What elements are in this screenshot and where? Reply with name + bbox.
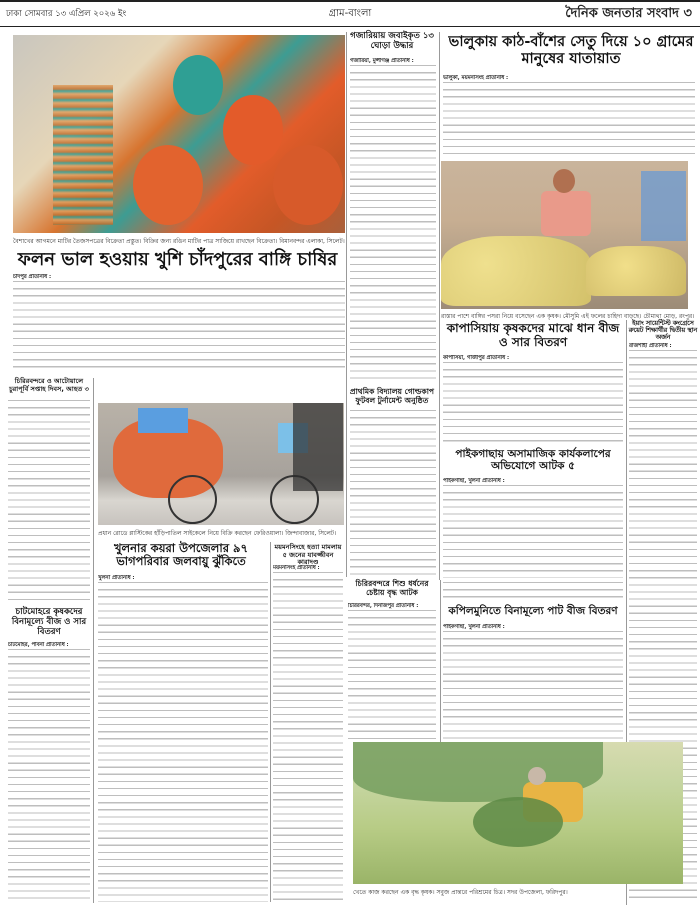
column-divider xyxy=(440,580,441,742)
main-dateline: চাঁদপুর প্রতিনিধি : xyxy=(13,274,52,280)
bicycle-photo xyxy=(98,403,344,525)
horse-headline: গজারিয়ায় জবাইকৃত ১৩ ঘোড়া উদ্ধার xyxy=(350,31,434,51)
child-dateline: চিরিরবন্দর, দিনাজপুর প্রতিনিধি : xyxy=(348,603,419,609)
child-headline: চিরিরবন্দরে শিশু ধর্ষনের চেষ্টায় বৃদ্ধ আটক xyxy=(355,579,429,597)
masthead xyxy=(565,4,692,25)
kapilmuni-dateline: পাইকগাছা, খুলনা প্রতিনিধি : xyxy=(443,624,505,630)
section-title: গ্রাম-বাংলা xyxy=(328,8,372,19)
kapilmuni-headline: কপিলমুনিতে বিনামূল্যে পাট বীজ বিতরণ xyxy=(448,605,618,617)
intro-column-text xyxy=(443,582,623,602)
main-article xyxy=(13,274,345,374)
bridge-article xyxy=(443,75,695,159)
kapasia-article xyxy=(443,355,623,445)
column-divider xyxy=(439,32,440,580)
melon-caption: রাস্তার পাশে বাঙ্গির পসরা নিয়ে বসেছেন এক কৃষক। মৌসুমি এই ফলের চাহিদা বাড়ছে। চৌমাথা মোড়, রংপুর। xyxy=(441,313,695,320)
paikgacha-dateline: পাইকগাছা, খুলনা প্রতিনিধি : xyxy=(443,478,505,484)
dateline: ঢাকা সোমবার ১৩ এপ্রিল ২০২৬ ইং xyxy=(6,9,127,19)
field-photo xyxy=(353,742,683,884)
masthead-title: দৈনিক জনতার সংবাদ xyxy=(565,6,680,21)
child-article xyxy=(348,603,436,743)
kapilmuni-article xyxy=(443,624,623,742)
chatmohar-dateline: চাটমোহর, পাবনা প্রতিনিধি : xyxy=(8,642,69,648)
page-header xyxy=(0,0,700,27)
khulna-dateline: খুলনা প্রতিনিধি : xyxy=(98,575,135,581)
paikgacha-headline: পাইকগাছায় অসামাজিক কার্যকলাপের অভিযোগে আটক ৫ xyxy=(455,448,611,473)
chirirbandar-article xyxy=(8,400,90,605)
kapasia-dateline: কাপাসিয়া, গাজীপুর প্রতিনিধি : xyxy=(443,355,510,361)
chatmohar-headline: চাটমোহরে কৃষকদের বিনামূল্যে বীজ ও সার বিতরণ xyxy=(11,607,87,637)
column-divider xyxy=(270,542,271,902)
pottery-caption: বৈশাখের আগমনে মাটির তৈজসপত্রের বিক্রেতা প্রস্তুত। বিক্রির জন্য রঙিন মাটির পাত্র সাজিয়ে রাখছেন বিক্রেতা। বিমানবন্দর এলাকা, সিলেট। xyxy=(13,238,345,245)
chirirbandar-headline: চিরিরবন্দরে ও আটোয়ালে চুরাপূর্বি সপ্তাহ দিবস, আহত ৩ xyxy=(9,377,89,393)
bridge-headline: ভালুকায় কাঠ-বাঁশের সেতু দিয়ে ১০ গ্রামের মানুষের যাতায়াত xyxy=(448,34,694,67)
horse-article xyxy=(350,58,436,383)
column-divider xyxy=(346,32,347,577)
mymensingh-headline: ময়মনসিংহে হত্যা মামলায় ৫ জনের যাবজ্জীবন কারাদণ্ড xyxy=(274,543,342,567)
chatmohar-article xyxy=(8,642,90,904)
melon-photo xyxy=(441,161,688,309)
rajshahi-dateline: রাজশাহী প্রতিনিধি : xyxy=(629,343,672,349)
kapasia-headline: কাপাসিয়ায় কৃষকদের মাঝে ধান বীজ ও সার বিতরণ xyxy=(446,321,620,349)
main-headline: ফলন ভাল হওয়ায় খুশি চাঁদপুরের বাঙ্গি চাষির xyxy=(17,249,338,270)
mymensingh-article xyxy=(273,565,343,903)
horse-dateline: গজারিয়া, মুন্সীগঞ্জ প্রতিনিধি : xyxy=(350,58,414,64)
field-caption: খেতে কাজ করছেন এক বৃদ্ধ কৃষক। সবুজ প্রান্তরে পরিশ্রমের চিত্র। সদর উপজেলা, ফরিদপুর। xyxy=(353,889,568,896)
khulna-headline: খুলনার কয়রা উপজেলার ৯৭ ভাগপরিবার জলবায়ু ঝুঁকিতে xyxy=(114,541,248,569)
khulna-article xyxy=(98,575,268,903)
column-divider xyxy=(93,378,94,903)
mymensingh-dateline: ময়মনসিংহ প্রতিনিধি : xyxy=(273,565,320,571)
paikgacha-article xyxy=(443,478,623,578)
page-number: ৩ xyxy=(683,6,692,21)
pottery-photo xyxy=(13,35,345,233)
bridge-dateline: ভালুকা, ময়মনসিংহ প্রতিনিধি : xyxy=(443,75,509,81)
rajshahi-headline: ইয়াং সায়েন্টিস্ট কংগ্রেসে রুয়েট শিক্ষার্থীর দ্বিতীয় স্থান অর্জন xyxy=(628,320,698,342)
football-headline: প্রাথমিক বিদ্যালয় গোল্ডকাপ ফুটবল টুর্নামেন্ট অনুষ্ঠিত xyxy=(349,387,435,405)
top-rule xyxy=(0,0,700,2)
bicycle-caption: প্রধান রোডে প্লাস্টিকের হাঁড়িপাতিল সাইকেলে নিয়ে বিক্রি করছেন ফেরিওয়ালা। জিন্দাবাজার, সিলেট। xyxy=(98,530,337,537)
football-article xyxy=(350,410,436,578)
